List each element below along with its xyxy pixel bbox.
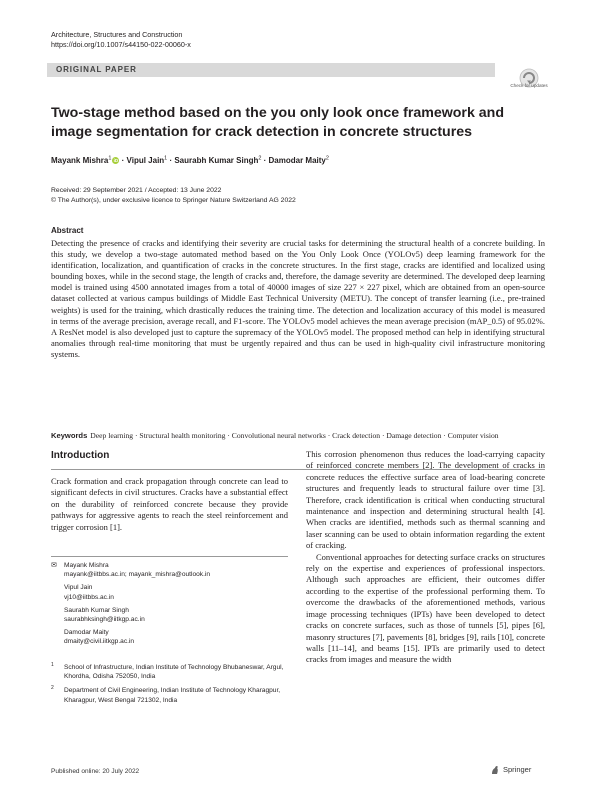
contact-email[interactable]: saurabhksingh@iitkgp.ac.in <box>64 616 145 624</box>
publication-dates <box>51 186 296 205</box>
contact-entry <box>51 583 288 601</box>
keywords-list: Deep learning · Structural health monitoring · Convolutional neural networks · Crack detection · Damage detection · Computer vision <box>90 431 499 440</box>
author-name[interactable]: Vipul Jain <box>126 156 165 165</box>
paper-title: Two-stage method based on the you only look once framework and image segmentation for crack detection in concrete structures <box>51 105 505 140</box>
footnote-divider <box>51 556 288 557</box>
springer-horse-icon <box>490 765 500 775</box>
contact-entry <box>51 606 288 624</box>
orcid-icon[interactable]: iD <box>113 158 119 163</box>
check-for-updates-icon[interactable] <box>514 67 544 97</box>
contact-email[interactable]: mayank@iitbbs.ac.in; mayank_mishra@outlook.in <box>64 571 211 579</box>
author-affiliation-mark: 2 <box>258 155 262 162</box>
author-list: Mayank Mishra$^1$ iD · Vipul Jain$^1$ · Saurabh Kumar Singh$^2$ · Damodar Maity$^2$ <box>51 155 329 165</box>
article-type-label: ORIGINAL PAPER <box>56 65 137 74</box>
journal-name: Architecture, Structures and Construction <box>51 30 183 39</box>
received-accepted-dates: Received: 29 September 2021 / Accepted: 13 June 2022 <box>51 187 222 194</box>
contact-email[interactable]: dmaity@civil.iitkgp.ac.in <box>64 638 135 646</box>
author-contacts <box>51 561 288 651</box>
article-type-banner <box>47 63 495 77</box>
contact-name: Damodar Maity <box>64 629 109 637</box>
author-name[interactable]: Mayank Mishra <box>51 156 109 165</box>
abstract-text: Detecting the presence of cracks and identifying their severity are crucial tasks for determining the structural health of a concrete building. In this study, we develop a two-stage automated method based on the You Only Look Once (YOLOv5) deep learning framework for the identification, localization, and quantification of cracks in the concrete structures. In the first stage, cracks are identified and localized using bounding boxes, while in the second stage, the length of cracks and, therefore, the damage severity are determined. The developed deep learning model is trained using 4500 annotated images from a total of 40000 images of size 227 × 227 pixel, which are obtained from an open-source dataset collected at various campus buildings of Middle East Technical University (METU). The concept of transfer learning (i.e., pre-trained weights) is used for the training, which drastically reduces the training time. The detection and localization accuracy of this model is measured in terms of the average precision, average recall, and F1-score. The YOLOv5 model achieves the mean average precision (mAP_0.5) of 95.02%. A ResNet model is also developed just to capture the supremacy of the YOLOv5 model. The proposed method can help in identifying structural anomalies through real-time monitoring that must be urgently repaired and thus can be used in high-quality civil infrastructure monitoring systems. <box>51 238 545 359</box>
published-online-date: Published online: 20 July 2022 <box>51 768 140 775</box>
affiliation-entry <box>51 686 288 704</box>
affiliation-entry <box>51 663 288 681</box>
envelope-icon: ✉ <box>51 562 57 569</box>
publisher-logo-text: Springer <box>503 765 532 774</box>
contact-entry <box>51 561 288 579</box>
author-affiliation-mark: 2 <box>325 155 329 162</box>
author-name[interactable]: Damodar Maity <box>268 156 326 165</box>
affiliation-number: 1 <box>51 662 54 668</box>
introduction-column-2 <box>306 449 545 666</box>
contact-name: Saurabh Kumar Singh <box>64 606 129 614</box>
introduction-column-1: Crack formation and crack propagation through concrete can lead to significant defects in civil structures. Cracks have a substantial effect on the durability of reinforced concrete because they provide pathways for aggressive agents to reach the steel reinforcement and trigger corrosion [1]. <box>51 476 288 532</box>
paragraph: This corrosion phenomenon thus reduces the load-carrying capacity of reinforced concrete members [2]. The development of cracks in concrete reduces the effective surface area of load-bearing concrete structures and frequently leads to structural failure over time [3]. Therefore, crack identification is critical when conducting structural maintenance and inspection and determining structural health [4]. When cracks are identified, methods such as thermal scanning and laser scanning can be used to obtain information regarding the extent of cracking. <box>306 449 545 551</box>
affiliations <box>51 663 288 710</box>
author-affiliation-mark: 1 <box>164 155 168 162</box>
keywords-label: Keywords <box>51 431 88 440</box>
affiliation-text: Department of Civil Engineering, Indian Institute of Technology Kharagpur, Kharagpur, West Bengal 721302, India <box>64 687 281 704</box>
abstract-heading: Abstract <box>51 226 84 235</box>
check-for-updates-label[interactable]: Check for updates <box>510 83 548 88</box>
contact-email[interactable]: vj10@iitbbs.ac.in <box>64 593 114 601</box>
contact-name: Vipul Jain <box>64 584 93 592</box>
affiliation-number: 2 <box>51 685 54 692</box>
copyright-notice: © The Author(s), under exclusive licence to Springer Nature Switzerland AG 2022 <box>51 196 296 204</box>
journal-doi[interactable]: https://doi.org/10.1007/s44150-022-00060-x <box>51 40 191 49</box>
contact-entry <box>51 628 288 646</box>
affiliation-text: School of Infrastructure, Indian Institute of Technology Bhubaneswar, Argul, Khordha, Odisha 752050, India <box>64 664 284 681</box>
paragraph: Conventional approaches for detecting surface cracks on structures rely on the expertise and experiences of professional inspectors. Although such approaches are efficient, their outcomes differ according to the expertise of the professional performing them. To overcome the drawbacks of the aforementioned methods, various image processing techniques (IPTs) have been developed to detect cracks on concrete surfaces, such as those of tunnels [5], pipes [6], masonry structures [7], pavements [8], bridges [9], rails [10], concrete walls [11–14], and beams [15]. IPTs are primarily used to detect cracks from images and measure the width <box>306 551 545 665</box>
journal-header <box>51 30 191 50</box>
keywords-section <box>51 430 545 441</box>
author-affiliation-mark: 1 <box>108 155 112 162</box>
author-name[interactable]: Saurabh Kumar Singh <box>174 156 259 165</box>
introduction-heading: Introduction <box>51 450 110 461</box>
contact-name: Mayank Mishra <box>64 562 109 569</box>
